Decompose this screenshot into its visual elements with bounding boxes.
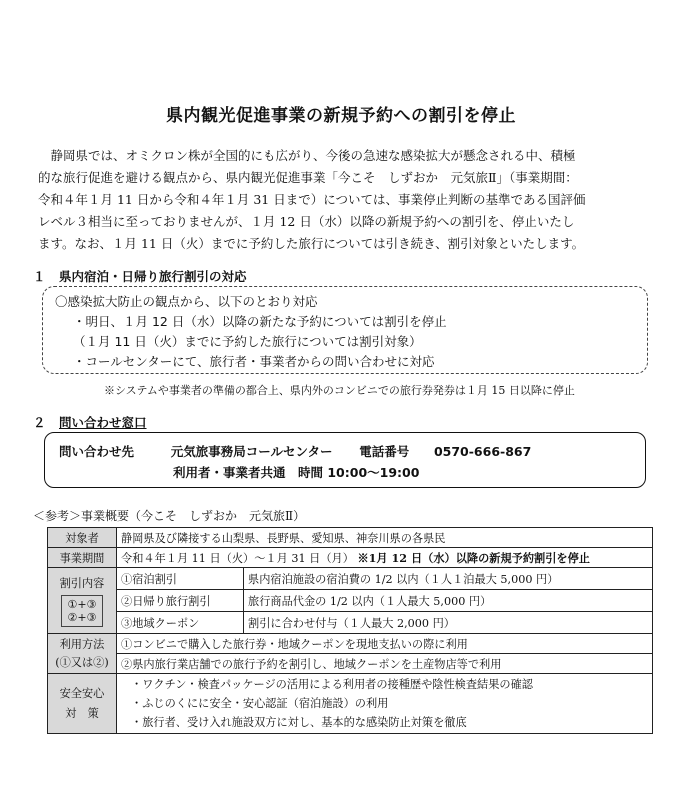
intro-paragraph bbox=[38, 145, 638, 255]
usage-label-sub: (①又は②) bbox=[55, 655, 109, 669]
table-row bbox=[48, 674, 653, 734]
safety-item: ・ふじのくにに安全・安心認証（宿泊施設）の利用 bbox=[131, 697, 389, 710]
discount-combo bbox=[61, 595, 104, 627]
discount-name: ②日帰り旅行割引 bbox=[117, 590, 244, 612]
table-row bbox=[48, 612, 653, 634]
discount-desc: 割引に合わせ付与（１人最大 2,000 円） bbox=[244, 612, 653, 634]
section-2-heading bbox=[33, 413, 147, 431]
table-row bbox=[48, 654, 653, 674]
safety-item: ・ワクチン・検査パッケージの活用による利用者の接種歴や陰性検査結果の確認 bbox=[131, 678, 533, 691]
contact-hours: 利用者・事業者共通 時間 10:00～19:00 bbox=[173, 465, 420, 480]
period-value: 令和４年１月 11 日（火）～１月 31 日（月） bbox=[121, 551, 354, 565]
usage-row: ②県内旅行業店舗での旅行予約を割引し、地域クーポンを土産物店等で利用 bbox=[117, 654, 653, 674]
combo-line: ①+③ bbox=[67, 597, 97, 611]
discount-label: 割引内容 bbox=[59, 576, 105, 590]
table-row bbox=[48, 634, 653, 654]
safety-label-sub: 対 策 bbox=[65, 706, 99, 720]
section-number: ２ bbox=[33, 415, 46, 430]
page-title: 県内観光促進事業の新規予約への割引を停止 bbox=[166, 106, 516, 126]
intro-line: 令和４年１月 11 日から令和４年１月 31 日まで）については、事業停止判断の基準である国評価 bbox=[38, 192, 586, 207]
box-line: （１月 11 日（火）までに予約した旅行については割引対象） bbox=[73, 334, 422, 349]
safety-label: 安全安心 bbox=[59, 686, 105, 700]
table-row bbox=[48, 548, 653, 568]
section-number: １ bbox=[33, 269, 46, 284]
period-note: ※1月 12 日（水）以降の新規予約割引を停止 bbox=[357, 550, 590, 565]
usage-label-cell bbox=[48, 634, 117, 674]
phone-number[interactable]: 0570-666-867 bbox=[433, 444, 532, 459]
table-row bbox=[48, 528, 653, 548]
intro-line: 的な旅行促進を避ける観点から、県内観光促進事業「今こそ しずおか 元気旅Ⅱ」（事業期間： bbox=[38, 170, 578, 185]
contact-name: 元気旅事務局コールセンター bbox=[170, 444, 333, 459]
discount-name: ③地域クーポン bbox=[117, 612, 244, 634]
ticket-note: ※システムや事業者の準備の都合上、県内外のコンビニでの旅行券発券は１月 15 日以降に停止 bbox=[104, 384, 575, 397]
intro-line: レベル３相当に至っておりませんが、１月 12 日（水）以降の新規予約への割引を、停止いたし bbox=[38, 214, 575, 229]
target-value: 静岡県及び隣接する山梨県、長野県、愛知県、神奈川県の各県民 bbox=[117, 528, 653, 548]
box-line: ・明日、１月 12 日（水）以降の新たな予約については割引を停止 bbox=[73, 314, 447, 329]
box-line: ・コールセンターにて、旅行者・事業者からの問い合わせに対応 bbox=[73, 354, 435, 369]
table-row bbox=[48, 590, 653, 612]
section-1-heading bbox=[33, 267, 247, 285]
reference-title: ＜参考＞事業概要（今こそ しずおか 元気旅Ⅱ） bbox=[33, 509, 306, 523]
discount-desc: 県内宿泊施設の宿泊費の 1/2 以内（１人１泊最大 5,000 円） bbox=[244, 568, 653, 590]
discount-desc: 旅行商品代金の 1/2 以内（１人最大 5,000 円） bbox=[244, 590, 653, 612]
discount-name: ①宿泊割引 bbox=[117, 568, 244, 590]
summary-table bbox=[47, 527, 653, 734]
combo-line: ②+③ bbox=[67, 610, 97, 624]
target-label: 対象者 bbox=[48, 528, 117, 548]
section-title: 県内宿泊・日帰り旅行割引の対応 bbox=[59, 269, 247, 284]
response-box bbox=[42, 286, 648, 374]
usage-label: 利用方法 bbox=[59, 637, 105, 651]
safety-label-cell bbox=[48, 674, 117, 734]
contact-box bbox=[44, 432, 646, 488]
box-line: 〇感染拡大防止の観点から、以下のとおり対応 bbox=[55, 294, 318, 309]
contact-line bbox=[59, 442, 531, 460]
period-cell bbox=[117, 548, 653, 568]
period-label: 事業期間 bbox=[48, 548, 117, 568]
table-row bbox=[48, 568, 653, 590]
safety-item: ・旅行者、受け入れ施設双方に対し、基本的な感染防止対策を徹底 bbox=[131, 716, 467, 729]
safety-cell bbox=[117, 674, 653, 734]
phone-label: 電話番号 bbox=[359, 444, 410, 459]
section-title: 問い合わせ窓口 bbox=[59, 415, 147, 430]
usage-row: ①コンビニで購入した旅行券・地域クーポンを現地支払いの際に利用 bbox=[117, 634, 653, 654]
contact-label: 問い合わせ先 bbox=[59, 444, 135, 459]
discount-label-cell bbox=[48, 568, 117, 634]
intro-line: ます。なお、１月 11 日（火）までに予約した旅行については引き続き、割引対象といたします。 bbox=[38, 236, 585, 251]
intro-line: 静岡県では、オミクロン株が全国的にも広がり、今後の急速な感染拡大が懸念される中、積極 bbox=[38, 148, 576, 163]
